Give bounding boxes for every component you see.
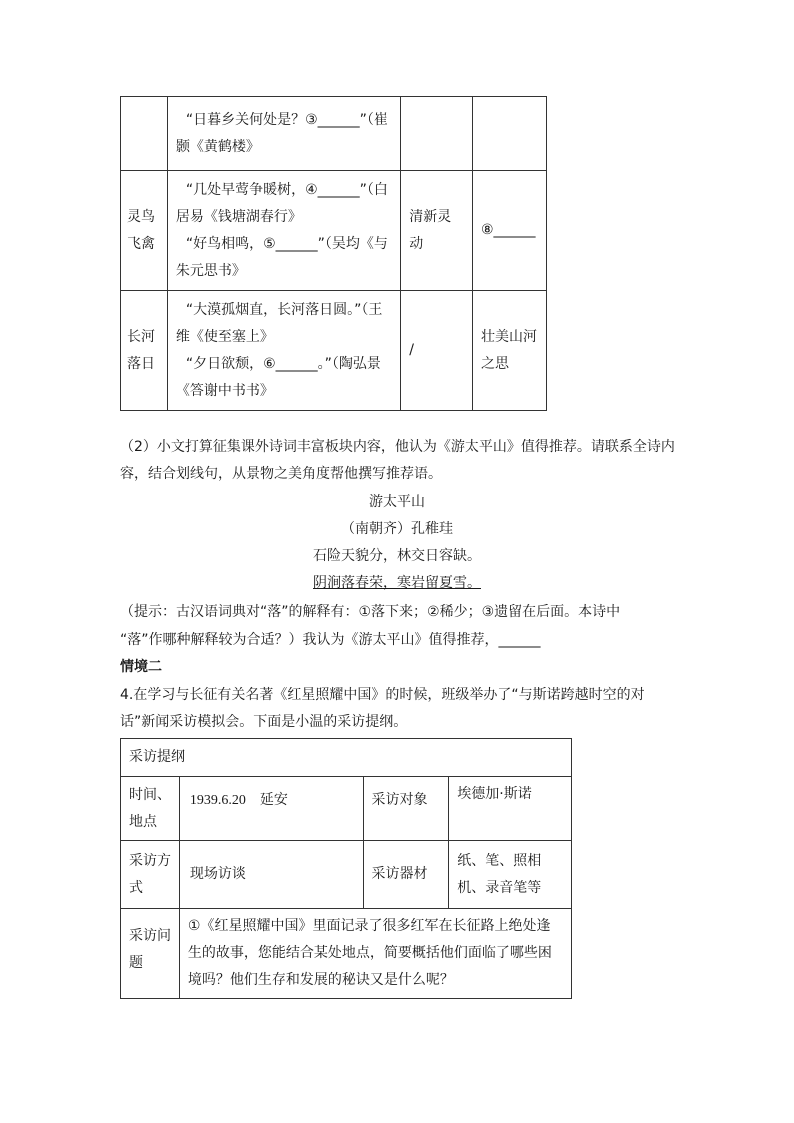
poem-line: 《答谢中书书》 bbox=[175, 382, 274, 399]
method-value: 现场访谈 bbox=[179, 841, 363, 909]
poem-row-2-lines bbox=[167, 171, 400, 291]
equip-line: 机、录音笔等 bbox=[457, 879, 542, 896]
q4-line-2: 话”新闻采访模拟会。下面是小温的采访提纲。 bbox=[120, 714, 408, 730]
hint-line-2: “落”作哪种解释较为合适？）我认为《游太平山》值得推荐，______ bbox=[120, 632, 541, 648]
q2-line-2: 容，结合划线句，从景物之美角度帮他撰写推荐语。 bbox=[120, 466, 442, 482]
question-label bbox=[121, 909, 180, 999]
interview-header: 采访提纲 bbox=[121, 739, 572, 777]
poem-line-2-wrap bbox=[0, 570, 794, 597]
label-line: 地点 bbox=[129, 813, 157, 830]
poem-line: “好鸟相鸣，⑤______”（吴均《与 bbox=[185, 235, 388, 252]
poem-line-2-underlined: 阴涧落春荣，寒岩留夏雪。 bbox=[313, 575, 481, 591]
poem-row-1-col3 bbox=[401, 97, 473, 171]
poem-row-3-label bbox=[121, 291, 168, 411]
label-line: 题 bbox=[129, 955, 143, 971]
poem-title: 游太平山 bbox=[369, 494, 425, 510]
poem-line: “几处早莺争暖树，④______”（白 bbox=[185, 181, 388, 198]
section-heading: 情境二 bbox=[120, 659, 162, 675]
time-value: 1939.6.20 延安 bbox=[179, 777, 363, 841]
q4-line-1: 4.在学习与长征有关名著《红星照耀中国》的时候，班级举办了“与斯诺跨越时空的对 bbox=[120, 687, 645, 703]
interview-header-row bbox=[121, 739, 572, 777]
col4-line: 壮美山河 bbox=[480, 328, 537, 345]
poem-line: “夕日欲颓，⑥______。”（陶弘景 bbox=[185, 355, 381, 372]
poem-line: 维《使至塞上》 bbox=[175, 328, 274, 345]
poem-row-2 bbox=[121, 171, 547, 291]
question-line: 生的故事，您能结合某处地点，简要概括他们面临了哪些困 bbox=[187, 945, 552, 961]
interview-table bbox=[120, 738, 572, 999]
hint-line-1: （提示：古汉语词典对“落”的解释有：①落下来；②稀少；③遗留在后面。本诗中 bbox=[120, 604, 621, 620]
poem-line: 朱元思书》 bbox=[175, 262, 246, 279]
poem-line: “大漠孤烟直，长河落日圆。”（王 bbox=[185, 301, 383, 318]
question-value bbox=[179, 909, 571, 999]
poem-table bbox=[120, 96, 547, 411]
poem-row-1 bbox=[121, 97, 547, 171]
interview-method-row bbox=[121, 841, 572, 909]
poem-row-1-label bbox=[121, 97, 168, 171]
poem-row-1-lines bbox=[167, 97, 400, 171]
poem-row-2-label bbox=[121, 171, 168, 291]
poem-row-2-col3: 清新灵动 bbox=[401, 171, 473, 291]
question-line: ①《红星照耀中国》里面记录了很多红军在长征路上绝处逢 bbox=[187, 918, 551, 934]
label-line: 采访问 bbox=[129, 928, 171, 944]
poem-row-1-col4 bbox=[472, 97, 546, 171]
question-line: 境吗？他们生存和发展的秘诀又是什么呢？ bbox=[187, 972, 454, 988]
poem-row-3 bbox=[121, 291, 547, 411]
target-value: 埃德加·斯诺 bbox=[449, 777, 572, 841]
label-line: 长河 bbox=[127, 328, 155, 345]
poem-row-3-col4 bbox=[472, 291, 546, 411]
poem-line: 居易《钱塘湖春行》 bbox=[175, 208, 302, 225]
poem-line-1: 石险天貌分，林交日容缺。 bbox=[313, 548, 481, 564]
label-line: 落日 bbox=[127, 355, 155, 372]
label-line: 时间、 bbox=[129, 786, 171, 803]
label-line: 飞禽 bbox=[127, 235, 155, 252]
interview-time-row bbox=[121, 777, 572, 841]
label-line: 采访方 bbox=[129, 852, 171, 869]
poem-line: 颢《黄鹤楼》 bbox=[175, 138, 260, 155]
col4-line: 之思 bbox=[480, 355, 509, 372]
poem-row-3-col3: / bbox=[401, 291, 473, 411]
time-label bbox=[121, 777, 180, 841]
label-line: 式 bbox=[129, 879, 143, 896]
equip-line: 纸、笔、照相 bbox=[457, 852, 542, 869]
target-label: 采访对象 bbox=[363, 777, 449, 841]
method-label bbox=[121, 841, 180, 909]
interview-question-row bbox=[121, 909, 572, 999]
equip-label: 采访器材 bbox=[363, 841, 449, 909]
equip-value bbox=[449, 841, 572, 909]
poem-author: （南朝齐）孔稚珪 bbox=[341, 521, 453, 537]
q2-line-1: （2）小文打算征集课外诗词丰富板块内容，他认为《游太平山》值得推荐。请联系全诗内 bbox=[120, 439, 675, 455]
label-line: 灵鸟 bbox=[127, 208, 155, 225]
poem-row-3-lines bbox=[167, 291, 400, 411]
poem-line: “日暮乡关何处是？③______”（崔 bbox=[185, 111, 388, 128]
poem-row-2-col4: ⑧______ bbox=[472, 171, 546, 291]
